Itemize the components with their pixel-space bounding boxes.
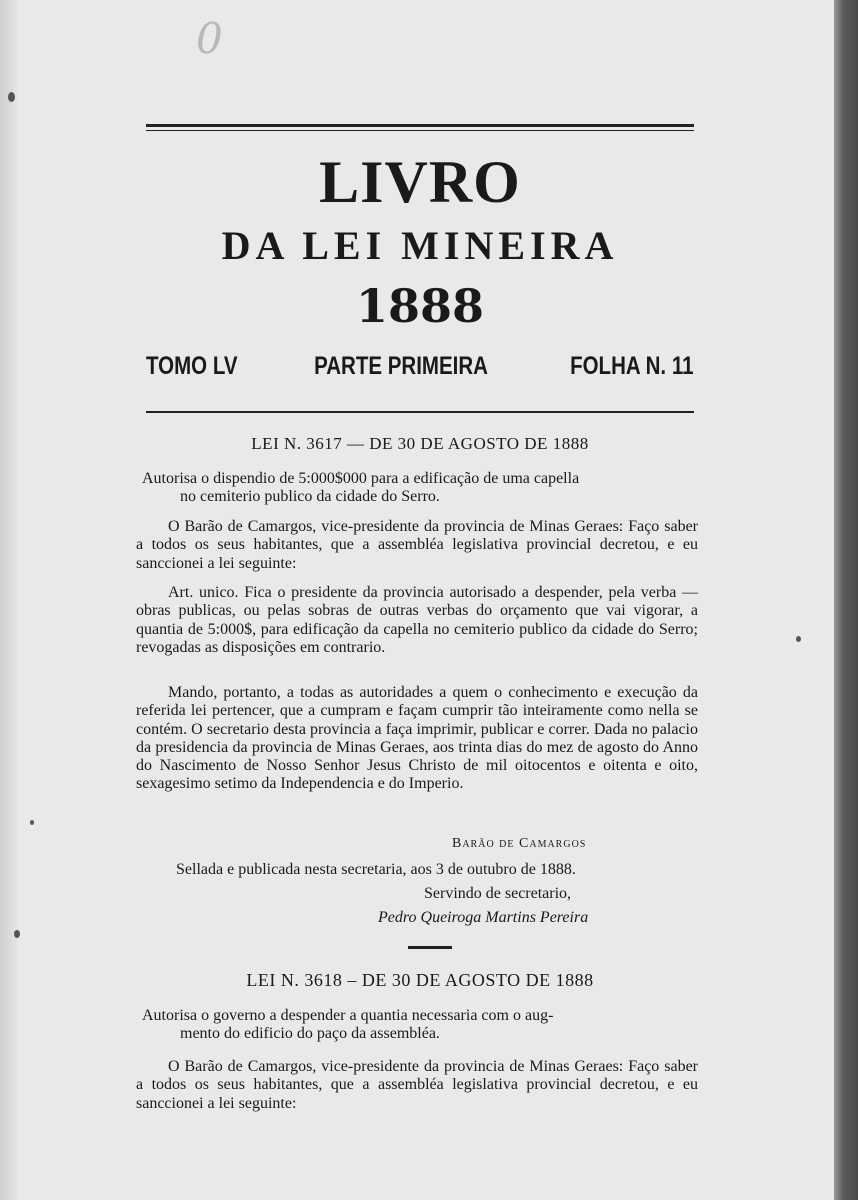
- page-edge-shadow: [834, 0, 858, 1200]
- law-3618-summary-line-1: Autorisa o governo a despender a quantia necessaria com o aug-: [142, 1007, 554, 1024]
- law-3617-preamble-text: O Barão de Camargos, vice-presidente da provincia de Minas Geraes: Faço saber a todos os seus habitantes, que a assembléa legislativa provincial decretou, e eu sanccionei a lei seguinte:: [136, 518, 698, 572]
- title-livro: LIVRO: [319, 149, 521, 215]
- law-3617-servindo: Servindo de secretario,: [424, 885, 572, 902]
- pencil-mark: 0: [196, 14, 223, 63]
- law-3617-preamble: [136, 518, 698, 573]
- scan-speck: [8, 92, 15, 102]
- law-3617-secretary: Pedro Queiroga Martins Pereira: [378, 909, 589, 926]
- scan-speck: [30, 820, 34, 825]
- section-rule: [146, 411, 694, 413]
- top-rule: [146, 124, 694, 127]
- page-spine: [0, 0, 18, 1200]
- law-3618-preamble-text: O Barão de Camargos, vice-presidente da provincia de Minas Geraes: Faço saber a todos os seus habitantes, que a assembléa legislativa provincial decretou, e eu sanccionei a lei seguinte:: [136, 1058, 698, 1112]
- scan-speck: [14, 930, 20, 938]
- law-3617-summary-line-1: Autorisa o dispendio de 5:000$000 para a edificação de uma capella: [142, 470, 580, 487]
- volume-info-row: [146, 352, 694, 381]
- top-rule-thin: [146, 130, 694, 131]
- law-3617-heading: LEI N. 3617 — DE 30 DE AGOSTO DE 1888: [251, 434, 589, 453]
- law-3617-summary: [142, 470, 698, 506]
- law-3617-mando: [136, 684, 698, 794]
- law-3617-mando-text: Mando, portanto, a todas as autoridades a quem o conhecimento e execução da referida lei pertencer, que a cumpram e façam cumprir tão inteiramente como nella se contém. O secretario desta provincia a faça imprimir, publicar e correr. Dada no palacio da presidencia da provincia de Minas Geraes, aos trinta dias do mez de agosto do Anno do Nascimento de Nosso Senhor Jesus Christo de mil oitocentos e oitenta e oito, sexagesimo setimo da Independencia e do Imperio.: [136, 684, 698, 793]
- scan-speck: [796, 636, 801, 642]
- law-3617-summary-line-2: no cemiterio publico da cidade do Serro.: [180, 488, 440, 505]
- law-3618-preamble: [136, 1058, 698, 1113]
- parte-label: PARTE PRIMEIRA: [313, 352, 488, 380]
- law-3617-sellada: Sellada e publicada nesta secretaria, aos 3 de outubro de 1888.: [176, 861, 576, 878]
- law-3617-article-text: Art. unico. Fica o presidente da provincia autorisado a despender, pela verba — obras publicas, ou pelas sobras de outras verbas do orçamento que vai vigorar, a quantia de 5:000$, para edificação da capella no cemiterio publico da cidade do Serro; revogadas as disposições em contrario.: [136, 584, 698, 656]
- folha-label: FOLHA N. 11: [570, 352, 694, 380]
- separator-dash: [408, 946, 452, 949]
- law-3617-signature: [452, 836, 586, 852]
- tomo-label: TOMO LV: [146, 352, 238, 380]
- law-3618-summary-line-2: mento do edificio do paço da assembléa.: [180, 1025, 440, 1042]
- law-3617-article: [136, 584, 698, 657]
- title-da-lei-mineira: DA LEI MINEIRA: [221, 223, 619, 268]
- law-3618-summary: [142, 1007, 698, 1043]
- title-year: 1888: [355, 279, 485, 333]
- signature-name: Barão de Camargos: [452, 836, 587, 851]
- law-3618-heading: LEI N. 3618 – DE 30 DE AGOSTO DE 1888: [246, 970, 594, 990]
